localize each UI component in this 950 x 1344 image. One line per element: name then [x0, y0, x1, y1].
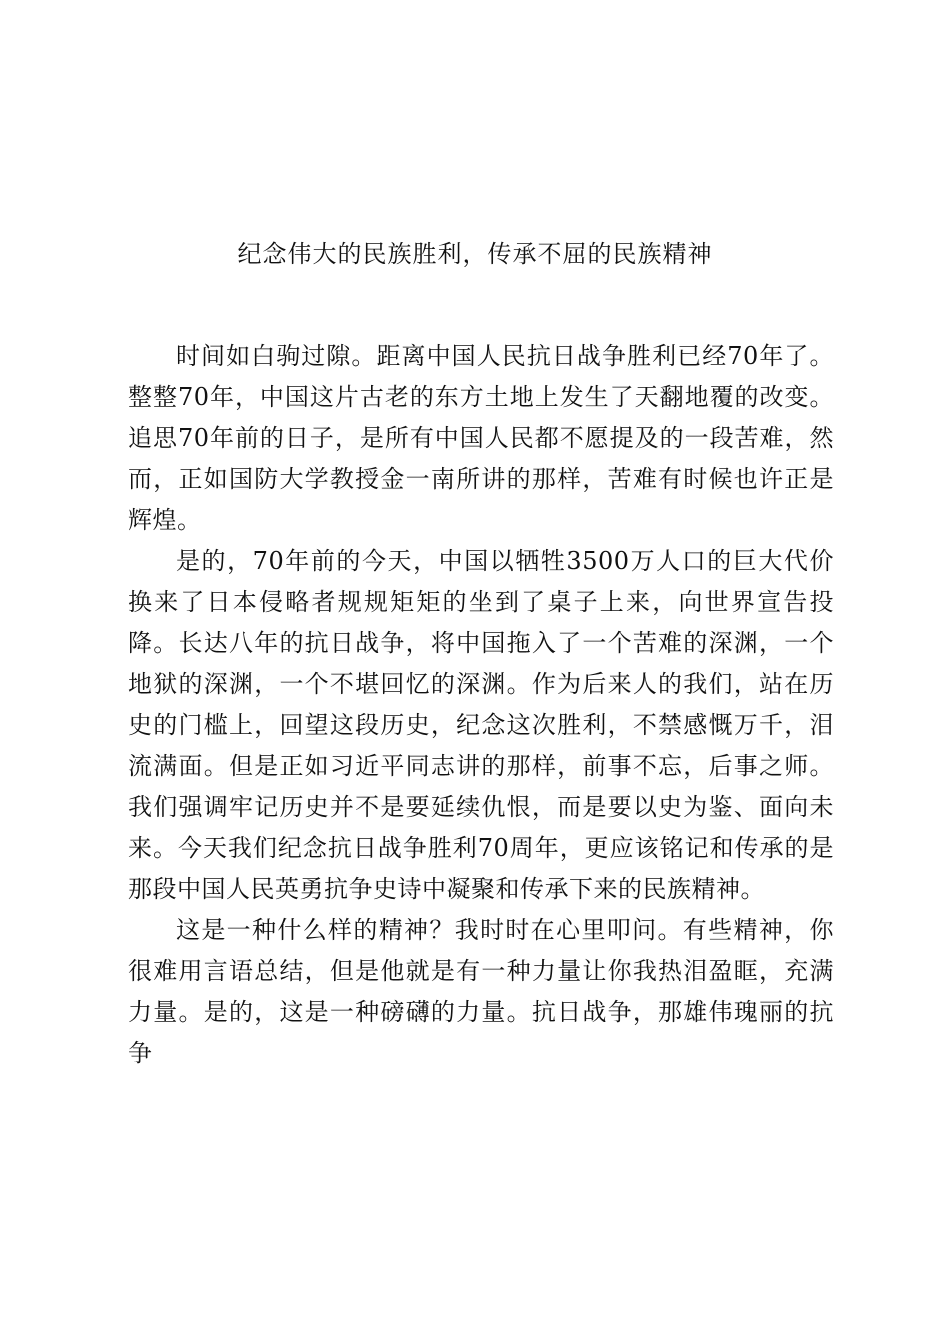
- document-title: 纪念伟大的民族胜利，传承不屈的民族精神: [237, 240, 713, 268]
- paragraph-3: 这是一种什么样的精神？我时时在心里叩问。有些精神，你很难用言语总结，但是他就是有一种力量让你我热泪盈眶，充满力量。是的，这是一种磅礴的力量。抗日战争，那雄伟瑰丽的抗争: [128, 916, 834, 1067]
- paragraph-1: 时间如白驹过隙。距离中国人民抗日战争胜利已经70年了。整整70年，中国这片古老的东方土地上发生了天翻地覆的改变。追思70年前的日子，是所有中国人民都不愿提及的一段苦难，然而，正如国防大学教授金一南所讲的那样，苦难有时候也许正是辉煌。: [128, 342, 834, 534]
- document-body: [128, 336, 834, 1074]
- paragraph-2: 是的，70年前的今天，中国以牺牲3500万人口的巨大代价换来了日本侵略者规规矩矩的坐到了桌子上来，向世界宣告投降。长达八年的抗日战争，将中国拖入了一个苦难的深渊，一个地狱的深渊，一个不堪回忆的深渊。作为后来人的我们，站在历史的门槛上，回望这段历史，纪念这次胜利，不禁感慨万千，泪流满面。但是正如习近平同志讲的那样，前事不忘，后事之师。我们强调牢记历史并不是要延续仇恨，而是要以史为鉴、面向未来。今天我们纪念抗日战争胜利70周年，更应该铭记和传承的是那段中国人民英勇抗争史诗中凝聚和传承下来的民族精神。: [128, 547, 834, 903]
